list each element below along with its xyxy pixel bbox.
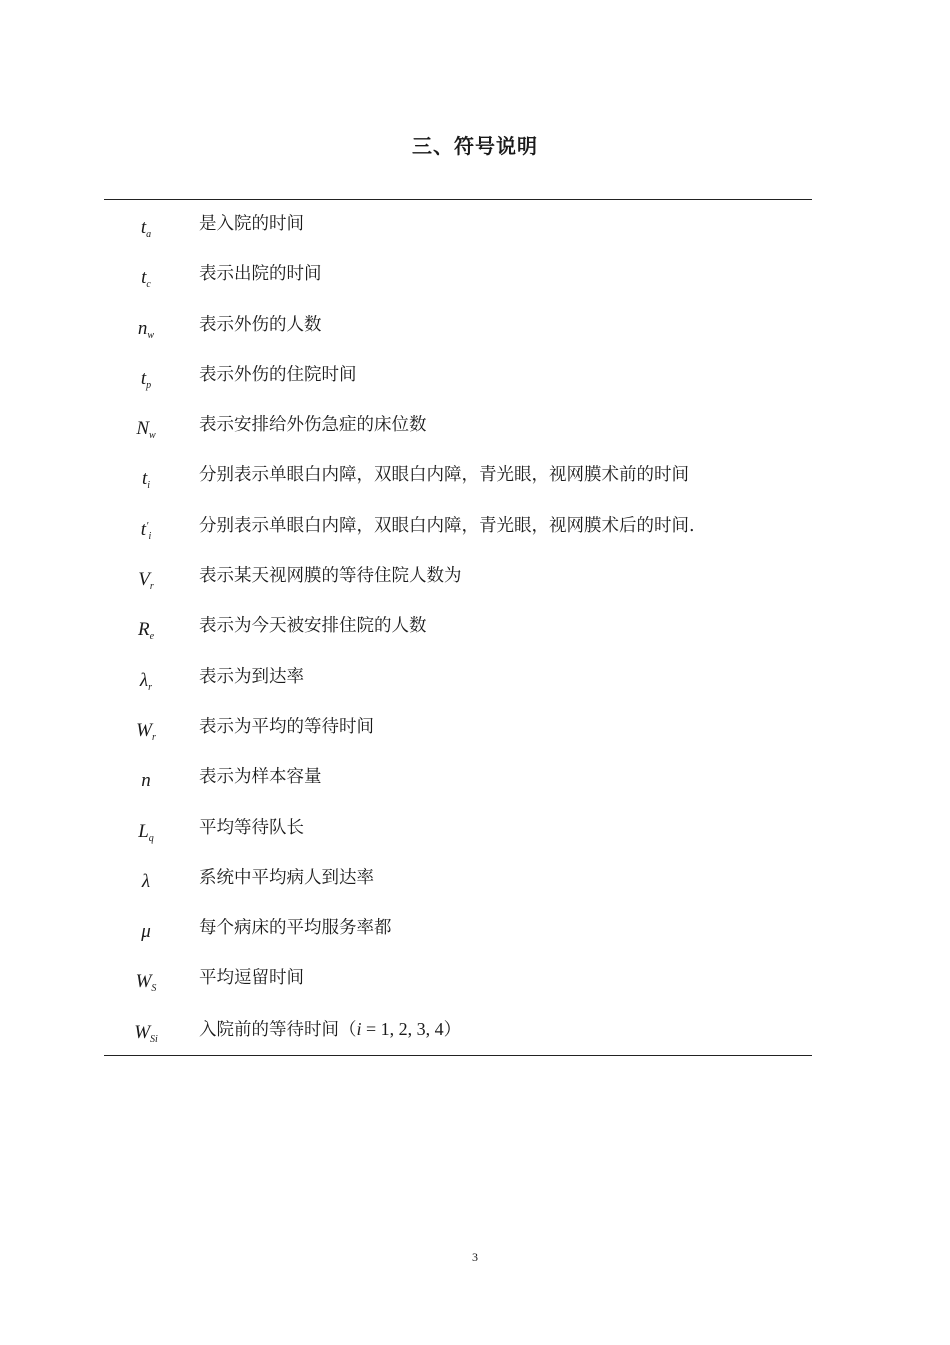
- symbol-description: 表示外伤的人数: [199, 314, 322, 335]
- symbol-row: [104, 401, 812, 451]
- symbol-row: [104, 602, 812, 652]
- symbol: $n_w$: [137, 317, 155, 341]
- symbol-description: 是入院的时间: [199, 214, 304, 234]
- symbol-row: [104, 753, 812, 803]
- table-bottom-rule: [104, 1055, 812, 1056]
- symbol: n: [141, 770, 151, 792]
- symbol-row: [104, 552, 812, 602]
- symbol: $R_e$: [137, 619, 155, 643]
- page-number: 3: [472, 1250, 478, 1264]
- symbol-row: [104, 703, 812, 753]
- symbol-row: [104, 1005, 812, 1055]
- symbol-description: 表示为今天被安排住院的人数: [199, 616, 427, 637]
- symbol: $t_i$: [141, 468, 151, 492]
- symbol-description: 入院前的等待时间（i = 1, 2, 3, 4）: [199, 1018, 462, 1040]
- symbol-row: [104, 904, 812, 954]
- symbol-row: [104, 854, 812, 904]
- section-title: 三、符号说明: [412, 134, 538, 158]
- symbol: $t_a$: [140, 217, 152, 240]
- symbol-description: 表示为平均的等待时间: [199, 716, 374, 737]
- symbol-description: 分别表示单眼白内障，双眼白内障，青光眼，视网膜术后的时间.: [199, 515, 695, 536]
- symbol-row: [104, 351, 812, 401]
- symbol-description: 表示某天视网膜的等待住院人数为: [199, 566, 462, 587]
- symbol-row: [104, 954, 812, 1004]
- symbol: $W_S$: [135, 971, 157, 995]
- symbol-row: [104, 250, 812, 300]
- symbol: $W_r$: [136, 719, 156, 743]
- symbol-description: 平均等待队长: [199, 817, 304, 838]
- symbol-description: 系统中平均病人到达率: [199, 867, 374, 888]
- symbol-description: 分别表示单眼白内障，双眼白内障，青光眼，视网膜术前的时间: [199, 465, 689, 486]
- symbol-row: [104, 301, 812, 351]
- symbol-table: [104, 200, 812, 1055]
- symbol-row: [104, 451, 812, 501]
- symbol-description: 表示为到达率: [199, 666, 304, 687]
- symbol: μ: [141, 921, 151, 943]
- symbol: $t_p$: [140, 367, 152, 391]
- symbol: $V_r$: [138, 569, 154, 593]
- symbol: $L_q$: [138, 820, 154, 844]
- symbol: $\lambda_r$: [139, 669, 153, 693]
- symbol-description: 表示出院的时间: [199, 264, 322, 285]
- symbol: $W_{Si}$: [134, 1021, 158, 1045]
- symbol: $N_w$: [136, 418, 156, 442]
- symbol-row: [104, 804, 812, 854]
- symbol: $t_c$: [141, 267, 151, 291]
- symbol-description: 平均逗留时间: [199, 968, 304, 989]
- symbol: $t'_i$: [140, 518, 152, 542]
- symbol-description: 表示外伤的住院时间: [199, 364, 357, 385]
- symbol-description: 表示为样本容量: [199, 767, 322, 788]
- symbol-row: [104, 653, 812, 703]
- symbol-row: [104, 502, 812, 552]
- symbol-row: [104, 200, 812, 250]
- symbol-description: 每个病床的平均服务率都: [199, 918, 392, 939]
- symbol: λ: [141, 870, 151, 892]
- symbol-description: 表示安排给外伤急症的床位数: [199, 415, 427, 436]
